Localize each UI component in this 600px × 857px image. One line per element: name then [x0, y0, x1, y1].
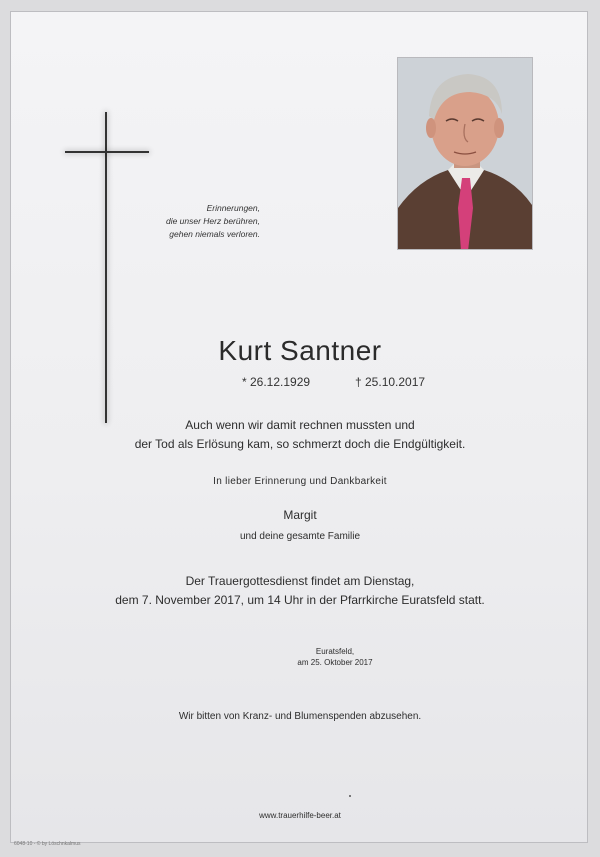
death-date: † 25.10.2017	[355, 375, 426, 389]
verse	[0, 416, 600, 454]
cross-vertical-bar	[105, 112, 107, 423]
place-text: Euratsfeld,	[315, 647, 355, 656]
service-line: Der Trauergottesdienst findet am Dienstag,	[185, 574, 415, 588]
mourner-family: und deine gesamte Familie	[239, 531, 361, 542]
verse-line: Auch wenn wir damit rechnen mussten und	[185, 418, 415, 432]
quote-line: gehen niemals verloren.	[169, 229, 260, 239]
date-text: am 25. Oktober 2017	[297, 658, 373, 667]
service-line: dem 7. November 2017, um 14 Uhr in der Pfarrkirche Euratsfeld statt.	[115, 593, 485, 607]
website-text: www.trauerhilfe-beer.at	[259, 811, 341, 820]
portrait-photo	[397, 57, 533, 250]
service-notice	[0, 572, 600, 610]
quote-line: die unser Herz berühren,	[165, 216, 260, 226]
deceased-name: Kurt Santner	[218, 335, 382, 366]
quote-line: Erinnerungen,	[206, 203, 260, 213]
birth-date: * 26.12.1929	[242, 375, 311, 389]
cross-horizontal-bar	[65, 151, 149, 153]
portrait-image	[398, 58, 533, 250]
print-code: 6048-10 - © by Löschnkalmus	[14, 841, 81, 847]
memorial-quote	[110, 202, 260, 241]
remembrance-text: In lieber Erinnerung und Dankbarkeit	[213, 476, 387, 487]
verse-line: der Tod als Erlösung kam, so schmerzt doch die Endgültigkeit.	[134, 437, 466, 451]
request-text: Wir bitten von Kranz- und Blumenspenden abzusehen.	[178, 711, 422, 722]
decorative-dot	[349, 795, 351, 797]
mourner-name: Margit	[283, 508, 317, 522]
place-date	[35, 646, 600, 668]
